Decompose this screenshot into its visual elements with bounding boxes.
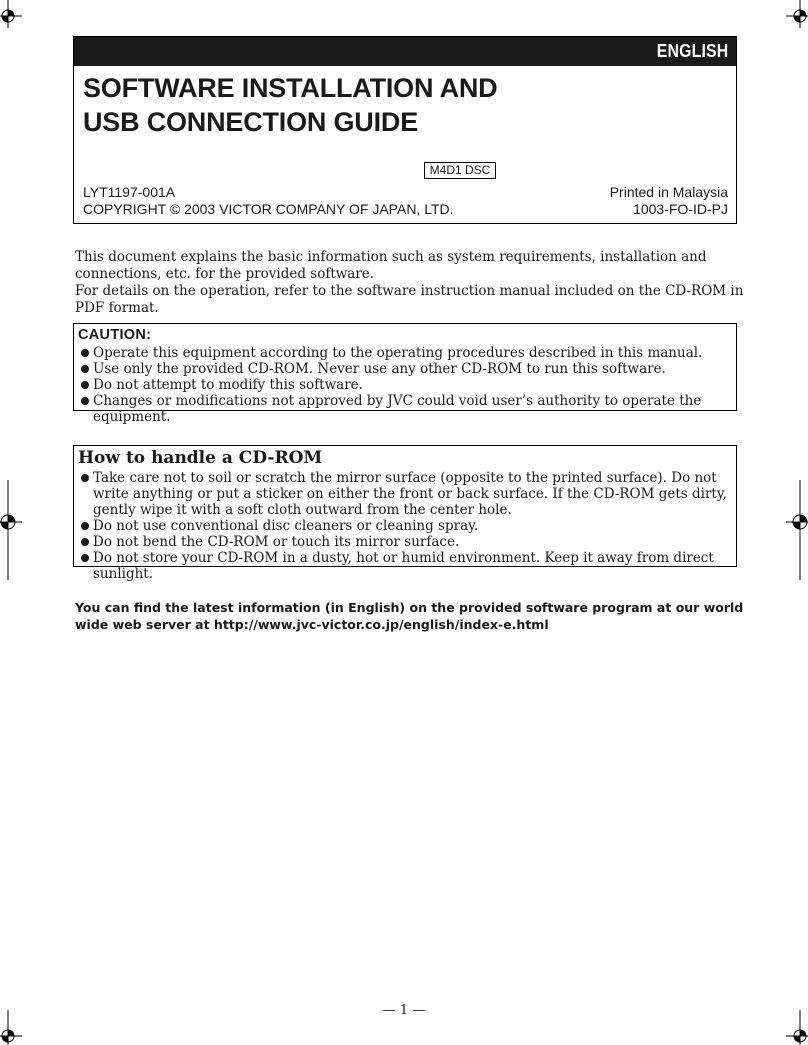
caution-list bbox=[78, 345, 728, 425]
registration-mark-top-right bbox=[786, 0, 808, 28]
list-item: Use only the provided CD-ROM. Never use any other CD-ROM to run this software. bbox=[78, 361, 728, 377]
print-code: 1003-FO-ID-PJ bbox=[633, 201, 728, 217]
cdrom-list bbox=[78, 470, 728, 582]
intro-paragraph-2: For details on the operation, refer to the software instruction manual included on the CD-ROM in PDF format. bbox=[75, 283, 744, 316]
list-item: Do not store your CD-ROM in a dusty, hot or humid environment. Keep it away from direct sunlight. bbox=[78, 550, 728, 582]
title-line-1: SOFTWARE INSTALLATION AND bbox=[83, 73, 498, 103]
bullet-icon bbox=[81, 538, 89, 546]
registration-mark-top-left bbox=[0, 0, 22, 28]
bullet-icon bbox=[81, 554, 89, 562]
cdrom-handling-box bbox=[73, 445, 737, 582]
bullet-icon bbox=[81, 365, 89, 373]
web-info-note: You can find the latest information (in English) on the provided software program at our world wide web server at http://www.jvc-victor.co.jp/english/index-e.html bbox=[75, 600, 744, 632]
copyright-line: COPYRIGHT © 2003 VICTOR COMPANY OF JAPAN, LTD. bbox=[83, 201, 454, 217]
bullet-icon bbox=[81, 397, 89, 405]
bullet-icon bbox=[81, 474, 89, 482]
title-frame bbox=[73, 36, 737, 224]
bullet-icon bbox=[81, 349, 89, 357]
list-item: Take care not to soil or scratch the mirror surface (opposite to the printed surface). Do not write anything or put a sticker on either the front or back surface. If the CD-ROM gets dirty, gently wipe it with a soft cloth outward from the center hole. bbox=[78, 470, 728, 518]
caution-box bbox=[73, 323, 737, 425]
list-item: Do not attempt to modify this software. bbox=[78, 377, 728, 393]
list-item: Operate this equipment according to the operating procedures described in this manual. bbox=[78, 345, 728, 361]
intro-text bbox=[75, 249, 745, 317]
registration-mark-mid-right bbox=[786, 480, 808, 580]
list-item: Do not use conventional disc cleaners or cleaning spray. bbox=[78, 518, 728, 534]
page-number: — 1 — bbox=[382, 1003, 426, 1018]
list-item: Changes or modifications not approved by JVC could void user’s authority to operate the equipment. bbox=[78, 393, 728, 425]
intro-paragraph-1: This document explains the basic information such as system requirements, installation and connections, etc. for the provided software. bbox=[75, 249, 707, 282]
model-code-box: M4D1 DSC bbox=[424, 162, 496, 179]
cdrom-heading: How to handle a CD-ROM bbox=[78, 448, 323, 468]
printed-in: Printed in Malaysia bbox=[609, 184, 728, 200]
list-item: Do not bend the CD-ROM or touch its mirror surface. bbox=[78, 534, 728, 550]
language-bar bbox=[74, 37, 736, 66]
title-line-2: USB CONNECTION GUIDE bbox=[83, 107, 419, 137]
bullet-icon bbox=[81, 381, 89, 389]
language-label: ENGLISH bbox=[656, 41, 728, 61]
caution-heading: CAUTION: bbox=[78, 327, 152, 343]
registration-mark-mid-left bbox=[0, 480, 22, 580]
document-code: LYT1197-001A bbox=[83, 184, 176, 200]
bullet-icon bbox=[81, 522, 89, 530]
